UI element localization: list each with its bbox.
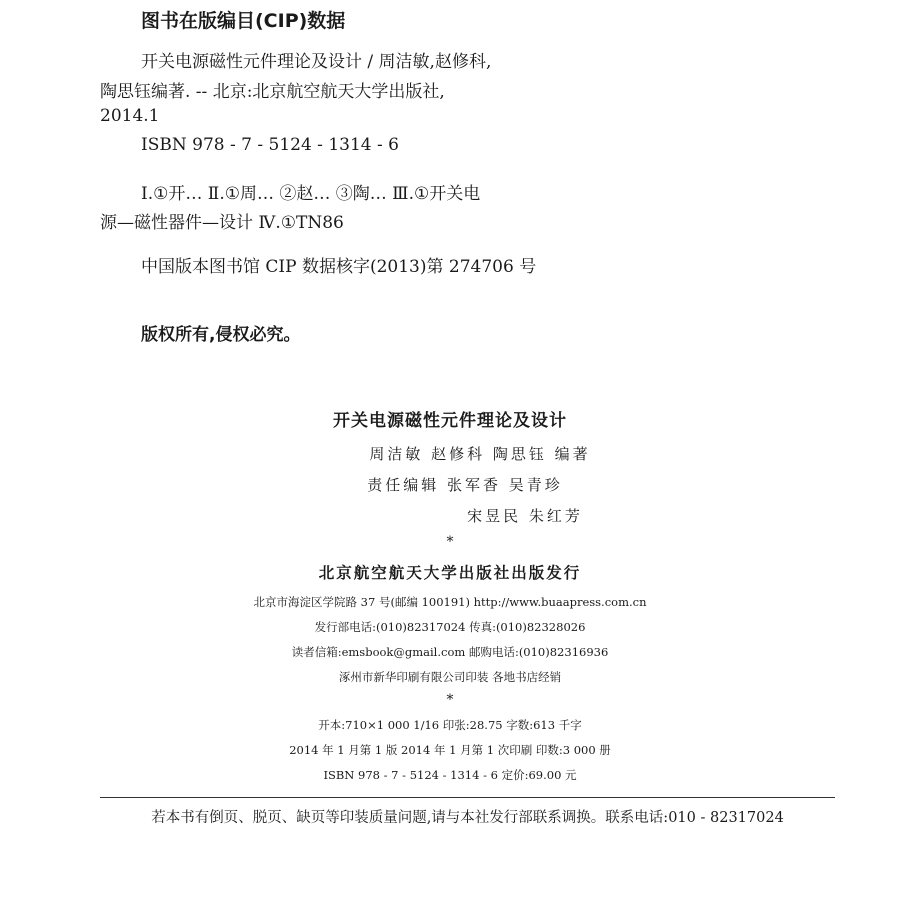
cip-number: 中国版本图书馆 CIP 数据核字(2013)第 274706 号	[141, 257, 537, 277]
cip-record-line-1: 开关电源磁性元件理论及设计 / 周洁敏,赵修科,	[141, 52, 492, 72]
footer-divider	[100, 797, 835, 798]
imprint-reader-contact: 读者信箱:emsbook@gmail.com 邮购电话:(010)82316936	[291, 645, 609, 659]
imprint-printer: 涿州市新华印刷有限公司印装 各地书店经销	[338, 670, 562, 684]
imprint-phones: 发行部电话:(010)82317024 传真:(010)82328026	[314, 620, 586, 634]
imprint-isbn-price: ISBN 978 - 7 - 5124 - 1314 - 6 定价:69.00 元	[323, 768, 577, 782]
imprint-editors-line-2: 宋昱民 朱红芳	[467, 507, 583, 525]
cip-record-line-3: 2014.1	[100, 106, 160, 126]
copyright-notice: 版权所有,侵权必究。	[141, 325, 301, 345]
cip-subjects-line-2: 源—磁性器件—设计 Ⅳ.①TN86	[100, 213, 344, 233]
cip-subjects-line-1: Ⅰ.①开… Ⅱ.①周… ②赵… ③陶… Ⅲ.①开关电	[141, 184, 481, 204]
imprint-editors-line-1: 责任编辑 张军香 吴青珍	[367, 476, 563, 494]
imprint-publisher: 北京航空航天大学出版社出版发行	[318, 563, 582, 582]
imprint-specs: 开本:710×1 000 1/16 印张:28.75 字数:613 千字	[318, 718, 582, 732]
imprint-authors: 周洁敏 赵修科 陶思钰 编著	[369, 445, 591, 463]
footer-notice: 若本书有倒页、脱页、缺页等印装质量问题,请与本社发行部联系调换。联系电话:010 - 82317024	[151, 810, 784, 826]
cip-record-line-2: 陶思钰编著. -- 北京:北京航空航天大学出版社,	[100, 82, 445, 102]
cip-isbn: ISBN 978 - 7 - 5124 - 1314 - 6	[141, 135, 399, 155]
imprint-address: 北京市海淀区学院路 37 号(邮编 100191) http://www.buaapress.com.cn	[253, 595, 647, 609]
imprint-separator-1: *	[446, 534, 454, 550]
imprint-separator-2: *	[446, 692, 454, 708]
imprint-edition: 2014 年 1 月第 1 版 2014 年 1 月第 1 次印刷 印数:3 000 册	[289, 743, 611, 757]
imprint-book-title: 开关电源磁性元件理论及设计	[333, 411, 567, 431]
cip-heading: 图书在版编目(CIP)数据	[141, 10, 346, 32]
